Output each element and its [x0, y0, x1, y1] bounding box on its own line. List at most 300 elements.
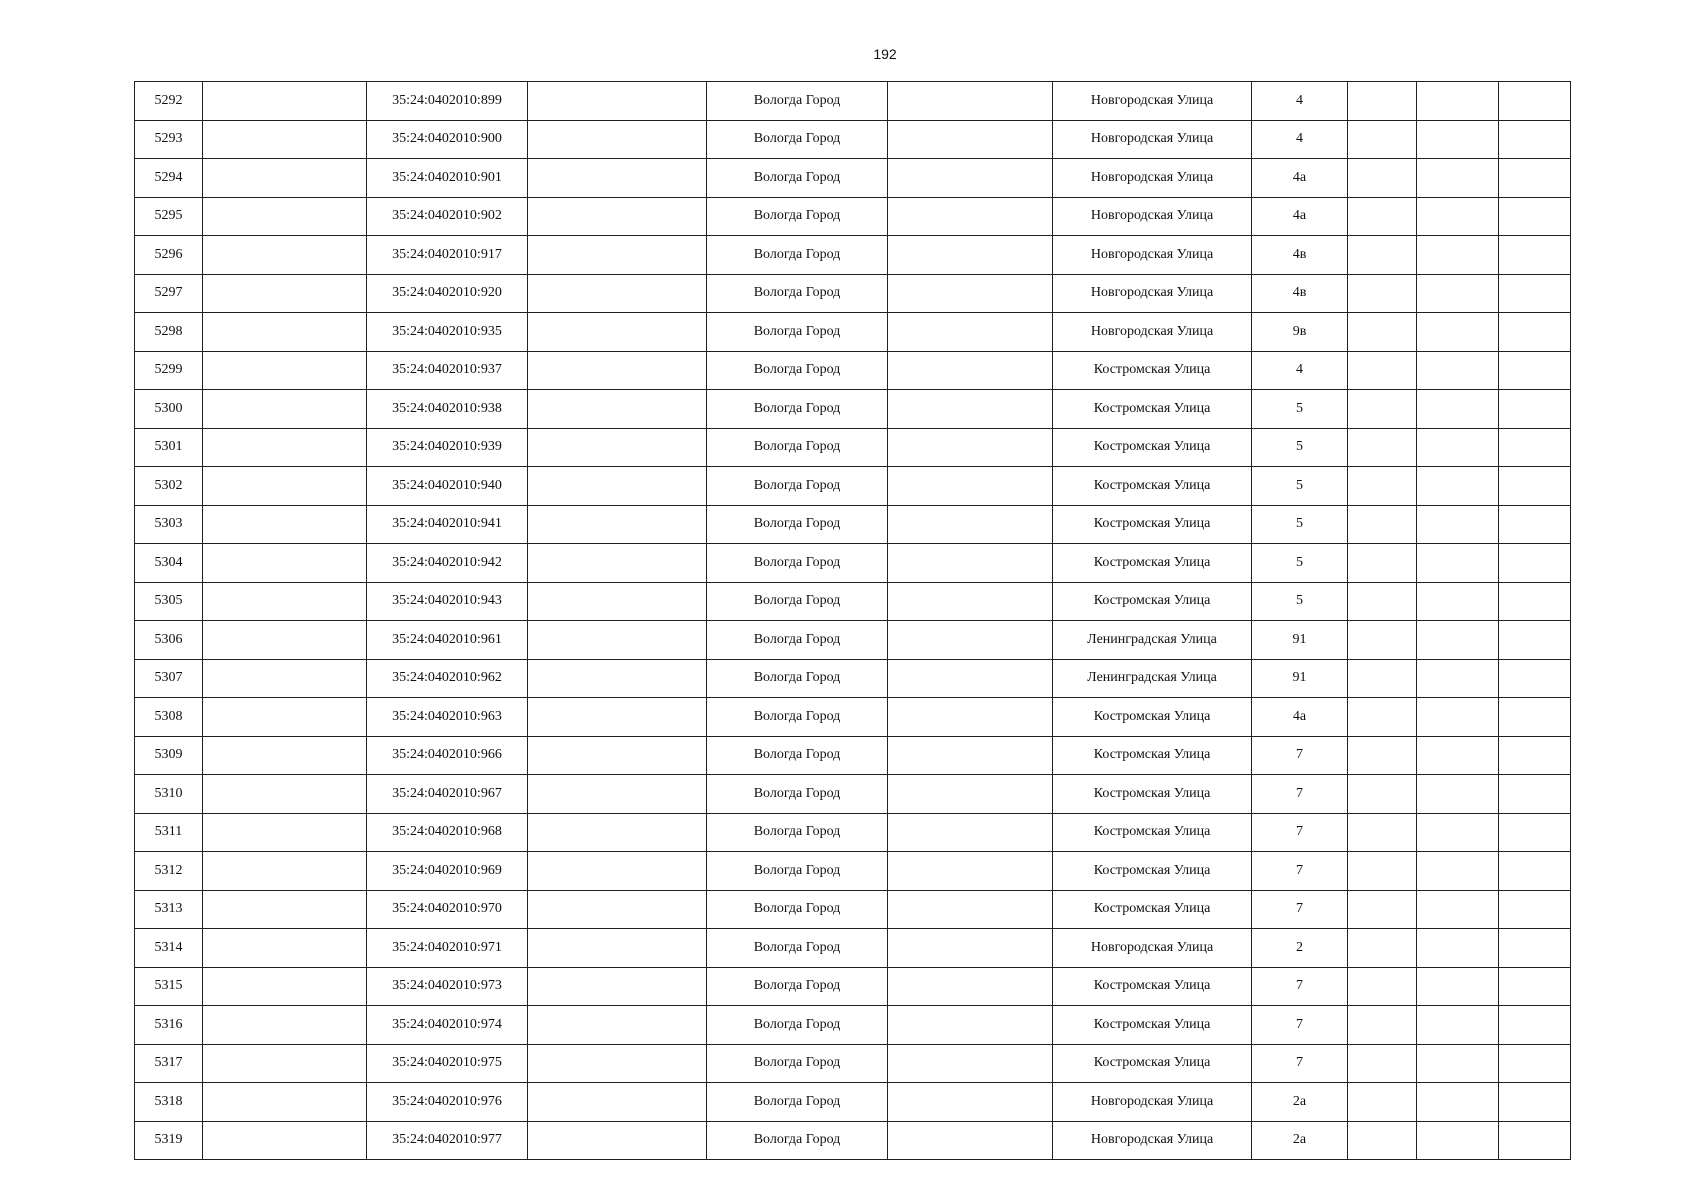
table-row [135, 967, 1571, 1006]
blank-cell-3 [888, 236, 1053, 275]
blank-cell-2 [528, 929, 707, 968]
blank-cell-4 [1348, 775, 1417, 814]
row-number-cell: 5301 [135, 428, 203, 467]
blank-cell-5 [1417, 967, 1499, 1006]
street-cell: Новгородская Улица [1053, 1121, 1252, 1160]
blank-cell-6 [1499, 351, 1571, 390]
street-cell: Костромская Улица [1053, 852, 1252, 891]
house-number-cell: 91 [1252, 659, 1348, 698]
cadastral-number-cell: 35:24:0402010:902 [367, 197, 528, 236]
blank-cell-1 [203, 351, 367, 390]
blank-cell-6 [1499, 467, 1571, 506]
row-number-cell: 5304 [135, 544, 203, 583]
table-row [135, 505, 1571, 544]
blank-cell-5 [1417, 159, 1499, 198]
blank-cell-5 [1417, 698, 1499, 737]
table-row [135, 428, 1571, 467]
blank-cell-6 [1499, 236, 1571, 275]
row-number-cell: 5306 [135, 621, 203, 660]
settlement-cell: Вологда Город [707, 621, 888, 660]
register-table [134, 81, 1571, 1160]
row-number-cell: 5302 [135, 467, 203, 506]
blank-cell-6 [1499, 1121, 1571, 1160]
blank-cell-6 [1499, 890, 1571, 929]
blank-cell-4 [1348, 967, 1417, 1006]
blank-cell-4 [1348, 274, 1417, 313]
blank-cell-5 [1417, 929, 1499, 968]
row-number-cell: 5308 [135, 698, 203, 737]
blank-cell-6 [1499, 274, 1571, 313]
row-number-cell: 5294 [135, 159, 203, 198]
blank-cell-2 [528, 1044, 707, 1083]
blank-cell-6 [1499, 159, 1571, 198]
blank-cell-1 [203, 582, 367, 621]
table-row [135, 890, 1571, 929]
blank-cell-6 [1499, 544, 1571, 583]
cadastral-number-cell: 35:24:0402010:941 [367, 505, 528, 544]
blank-cell-1 [203, 775, 367, 814]
blank-cell-1 [203, 82, 367, 121]
cadastral-number-cell: 35:24:0402010:920 [367, 274, 528, 313]
blank-cell-6 [1499, 582, 1571, 621]
blank-cell-6 [1499, 82, 1571, 121]
settlement-cell: Вологда Город [707, 428, 888, 467]
blank-cell-3 [888, 544, 1053, 583]
cadastral-number-cell: 35:24:0402010:962 [367, 659, 528, 698]
blank-cell-5 [1417, 197, 1499, 236]
settlement-cell: Вологда Город [707, 274, 888, 313]
blank-cell-2 [528, 236, 707, 275]
street-cell: Костромская Улица [1053, 544, 1252, 583]
register-body [135, 82, 1571, 1160]
house-number-cell: 91 [1252, 621, 1348, 660]
blank-cell-6 [1499, 428, 1571, 467]
cadastral-number-cell: 35:24:0402010:967 [367, 775, 528, 814]
blank-cell-5 [1417, 659, 1499, 698]
cadastral-number-cell: 35:24:0402010:968 [367, 813, 528, 852]
blank-cell-5 [1417, 236, 1499, 275]
blank-cell-2 [528, 967, 707, 1006]
settlement-cell: Вологда Город [707, 698, 888, 737]
street-cell: Костромская Улица [1053, 813, 1252, 852]
blank-cell-1 [203, 1083, 367, 1122]
table-row [135, 120, 1571, 159]
settlement-cell: Вологда Город [707, 351, 888, 390]
blank-cell-2 [528, 852, 707, 891]
blank-cell-2 [528, 159, 707, 198]
blank-cell-2 [528, 274, 707, 313]
blank-cell-3 [888, 390, 1053, 429]
table-row [135, 659, 1571, 698]
blank-cell-2 [528, 621, 707, 660]
table-row [135, 1044, 1571, 1083]
blank-cell-3 [888, 659, 1053, 698]
blank-cell-5 [1417, 120, 1499, 159]
blank-cell-4 [1348, 428, 1417, 467]
blank-cell-5 [1417, 1121, 1499, 1160]
street-cell: Новгородская Улица [1053, 236, 1252, 275]
cadastral-number-cell: 35:24:0402010:899 [367, 82, 528, 121]
blank-cell-4 [1348, 1121, 1417, 1160]
cadastral-number-cell: 35:24:0402010:942 [367, 544, 528, 583]
blank-cell-5 [1417, 775, 1499, 814]
house-number-cell: 7 [1252, 1006, 1348, 1045]
settlement-cell: Вологда Город [707, 467, 888, 506]
blank-cell-1 [203, 852, 367, 891]
blank-cell-4 [1348, 813, 1417, 852]
blank-cell-3 [888, 698, 1053, 737]
street-cell: Новгородская Улица [1053, 197, 1252, 236]
settlement-cell: Вологда Город [707, 505, 888, 544]
blank-cell-5 [1417, 82, 1499, 121]
blank-cell-2 [528, 505, 707, 544]
blank-cell-2 [528, 390, 707, 429]
blank-cell-4 [1348, 1044, 1417, 1083]
house-number-cell: 5 [1252, 582, 1348, 621]
blank-cell-4 [1348, 1083, 1417, 1122]
settlement-cell: Вологда Город [707, 313, 888, 352]
row-number-cell: 5305 [135, 582, 203, 621]
house-number-cell: 7 [1252, 813, 1348, 852]
settlement-cell: Вологда Город [707, 390, 888, 429]
blank-cell-3 [888, 197, 1053, 236]
row-number-cell: 5311 [135, 813, 203, 852]
blank-cell-3 [888, 505, 1053, 544]
house-number-cell: 7 [1252, 775, 1348, 814]
settlement-cell: Вологда Город [707, 82, 888, 121]
blank-cell-1 [203, 274, 367, 313]
table-row [135, 1121, 1571, 1160]
row-number-cell: 5313 [135, 890, 203, 929]
cadastral-number-cell: 35:24:0402010:974 [367, 1006, 528, 1045]
blank-cell-1 [203, 929, 367, 968]
settlement-cell: Вологда Город [707, 120, 888, 159]
house-number-cell: 2 [1252, 929, 1348, 968]
house-number-cell: 2а [1252, 1121, 1348, 1160]
street-cell: Новгородская Улица [1053, 274, 1252, 313]
cadastral-number-cell: 35:24:0402010:935 [367, 313, 528, 352]
blank-cell-6 [1499, 775, 1571, 814]
row-number-cell: 5298 [135, 313, 203, 352]
street-cell: Новгородская Улица [1053, 82, 1252, 121]
cadastral-number-cell: 35:24:0402010:939 [367, 428, 528, 467]
row-number-cell: 5300 [135, 390, 203, 429]
blank-cell-2 [528, 351, 707, 390]
blank-cell-4 [1348, 120, 1417, 159]
street-cell: Костромская Улица [1053, 390, 1252, 429]
blank-cell-5 [1417, 1083, 1499, 1122]
table-row [135, 351, 1571, 390]
street-cell: Новгородская Улица [1053, 120, 1252, 159]
blank-cell-2 [528, 1121, 707, 1160]
house-number-cell: 4в [1252, 236, 1348, 275]
street-cell: Костромская Улица [1053, 775, 1252, 814]
blank-cell-5 [1417, 813, 1499, 852]
blank-cell-4 [1348, 852, 1417, 891]
blank-cell-4 [1348, 621, 1417, 660]
row-number-cell: 5318 [135, 1083, 203, 1122]
blank-cell-1 [203, 390, 367, 429]
blank-cell-3 [888, 621, 1053, 660]
blank-cell-3 [888, 775, 1053, 814]
street-cell: Костромская Улица [1053, 736, 1252, 775]
blank-cell-2 [528, 659, 707, 698]
blank-cell-4 [1348, 929, 1417, 968]
blank-cell-3 [888, 351, 1053, 390]
table-row [135, 82, 1571, 121]
blank-cell-5 [1417, 582, 1499, 621]
table-row [135, 313, 1571, 352]
blank-cell-3 [888, 813, 1053, 852]
cadastral-number-cell: 35:24:0402010:917 [367, 236, 528, 275]
blank-cell-4 [1348, 467, 1417, 506]
table-row [135, 274, 1571, 313]
cadastral-number-cell: 35:24:0402010:901 [367, 159, 528, 198]
blank-cell-5 [1417, 890, 1499, 929]
table-row [135, 1006, 1571, 1045]
house-number-cell: 7 [1252, 852, 1348, 891]
blank-cell-3 [888, 120, 1053, 159]
blank-cell-4 [1348, 236, 1417, 275]
blank-cell-6 [1499, 313, 1571, 352]
row-number-cell: 5297 [135, 274, 203, 313]
blank-cell-4 [1348, 390, 1417, 429]
blank-cell-2 [528, 544, 707, 583]
blank-cell-3 [888, 890, 1053, 929]
row-number-cell: 5295 [135, 197, 203, 236]
street-cell: Новгородская Улица [1053, 1083, 1252, 1122]
blank-cell-6 [1499, 813, 1571, 852]
street-cell: Ленинградская Улица [1053, 659, 1252, 698]
settlement-cell: Вологда Город [707, 197, 888, 236]
cadastral-number-cell: 35:24:0402010:973 [367, 967, 528, 1006]
street-cell: Костромская Улица [1053, 890, 1252, 929]
blank-cell-4 [1348, 313, 1417, 352]
blank-cell-3 [888, 467, 1053, 506]
street-cell: Костромская Улица [1053, 582, 1252, 621]
cadastral-number-cell: 35:24:0402010:966 [367, 736, 528, 775]
blank-cell-6 [1499, 390, 1571, 429]
blank-cell-1 [203, 505, 367, 544]
table-row [135, 390, 1571, 429]
blank-cell-4 [1348, 197, 1417, 236]
table-row [135, 621, 1571, 660]
blank-cell-4 [1348, 159, 1417, 198]
row-number-cell: 5292 [135, 82, 203, 121]
cadastral-number-cell: 35:24:0402010:940 [367, 467, 528, 506]
blank-cell-1 [203, 659, 367, 698]
house-number-cell: 4в [1252, 274, 1348, 313]
blank-cell-1 [203, 967, 367, 1006]
blank-cell-5 [1417, 852, 1499, 891]
house-number-cell: 5 [1252, 390, 1348, 429]
cadastral-number-cell: 35:24:0402010:977 [367, 1121, 528, 1160]
table-row [135, 467, 1571, 506]
house-number-cell: 4 [1252, 351, 1348, 390]
blank-cell-6 [1499, 736, 1571, 775]
row-number-cell: 5319 [135, 1121, 203, 1160]
blank-cell-2 [528, 698, 707, 737]
blank-cell-4 [1348, 736, 1417, 775]
blank-cell-6 [1499, 621, 1571, 660]
cadastral-number-cell: 35:24:0402010:937 [367, 351, 528, 390]
settlement-cell: Вологда Город [707, 929, 888, 968]
blank-cell-3 [888, 274, 1053, 313]
table-row [135, 852, 1571, 891]
blank-cell-3 [888, 582, 1053, 621]
table-row [135, 1083, 1571, 1122]
table-row [135, 813, 1571, 852]
blank-cell-4 [1348, 82, 1417, 121]
cadastral-number-cell: 35:24:0402010:969 [367, 852, 528, 891]
street-cell: Новгородская Улица [1053, 929, 1252, 968]
row-number-cell: 5299 [135, 351, 203, 390]
street-cell: Костромская Улица [1053, 351, 1252, 390]
cadastral-number-cell: 35:24:0402010:970 [367, 890, 528, 929]
blank-cell-2 [528, 813, 707, 852]
table-row [135, 582, 1571, 621]
blank-cell-1 [203, 236, 367, 275]
blank-cell-1 [203, 313, 367, 352]
house-number-cell: 4 [1252, 120, 1348, 159]
house-number-cell: 4 [1252, 82, 1348, 121]
blank-cell-4 [1348, 698, 1417, 737]
row-number-cell: 5312 [135, 852, 203, 891]
blank-cell-1 [203, 890, 367, 929]
row-number-cell: 5303 [135, 505, 203, 544]
street-cell: Костромская Улица [1053, 1044, 1252, 1083]
blank-cell-2 [528, 467, 707, 506]
blank-cell-5 [1417, 351, 1499, 390]
street-cell: Костромская Улица [1053, 467, 1252, 506]
house-number-cell: 5 [1252, 544, 1348, 583]
blank-cell-1 [203, 621, 367, 660]
settlement-cell: Вологда Город [707, 159, 888, 198]
blank-cell-5 [1417, 274, 1499, 313]
house-number-cell: 7 [1252, 736, 1348, 775]
blank-cell-2 [528, 82, 707, 121]
blank-cell-3 [888, 159, 1053, 198]
street-cell: Костромская Улица [1053, 428, 1252, 467]
row-number-cell: 5316 [135, 1006, 203, 1045]
row-number-cell: 5309 [135, 736, 203, 775]
blank-cell-5 [1417, 1006, 1499, 1045]
house-number-cell: 7 [1252, 890, 1348, 929]
blank-cell-5 [1417, 1044, 1499, 1083]
blank-cell-1 [203, 467, 367, 506]
blank-cell-6 [1499, 1083, 1571, 1122]
house-number-cell: 5 [1252, 467, 1348, 506]
blank-cell-1 [203, 1044, 367, 1083]
blank-cell-6 [1499, 1006, 1571, 1045]
house-number-cell: 4а [1252, 197, 1348, 236]
blank-cell-5 [1417, 467, 1499, 506]
row-number-cell: 5296 [135, 236, 203, 275]
blank-cell-4 [1348, 582, 1417, 621]
blank-cell-4 [1348, 351, 1417, 390]
settlement-cell: Вологда Город [707, 1121, 888, 1160]
street-cell: Костромская Улица [1053, 967, 1252, 1006]
blank-cell-5 [1417, 390, 1499, 429]
blank-cell-5 [1417, 313, 1499, 352]
settlement-cell: Вологда Город [707, 1044, 888, 1083]
blank-cell-6 [1499, 967, 1571, 1006]
blank-cell-1 [203, 428, 367, 467]
house-number-cell: 4а [1252, 698, 1348, 737]
blank-cell-3 [888, 82, 1053, 121]
settlement-cell: Вологда Город [707, 852, 888, 891]
blank-cell-4 [1348, 659, 1417, 698]
blank-cell-3 [888, 1006, 1053, 1045]
page-number: 192 [873, 46, 897, 62]
blank-cell-3 [888, 967, 1053, 1006]
blank-cell-1 [203, 698, 367, 737]
blank-cell-2 [528, 775, 707, 814]
row-number-cell: 5314 [135, 929, 203, 968]
row-number-cell: 5293 [135, 120, 203, 159]
blank-cell-3 [888, 1083, 1053, 1122]
cadastral-number-cell: 35:24:0402010:938 [367, 390, 528, 429]
blank-cell-6 [1499, 698, 1571, 737]
cadastral-number-cell: 35:24:0402010:900 [367, 120, 528, 159]
street-cell: Новгородская Улица [1053, 159, 1252, 198]
cadastral-number-cell: 35:24:0402010:963 [367, 698, 528, 737]
street-cell: Костромская Улица [1053, 1006, 1252, 1045]
blank-cell-6 [1499, 120, 1571, 159]
blank-cell-1 [203, 197, 367, 236]
row-number-cell: 5315 [135, 967, 203, 1006]
blank-cell-5 [1417, 428, 1499, 467]
settlement-cell: Вологда Город [707, 890, 888, 929]
cadastral-number-cell: 35:24:0402010:943 [367, 582, 528, 621]
blank-cell-5 [1417, 736, 1499, 775]
settlement-cell: Вологда Город [707, 967, 888, 1006]
blank-cell-6 [1499, 197, 1571, 236]
blank-cell-6 [1499, 1044, 1571, 1083]
blank-cell-2 [528, 197, 707, 236]
blank-cell-4 [1348, 890, 1417, 929]
settlement-cell: Вологда Город [707, 544, 888, 583]
blank-cell-2 [528, 890, 707, 929]
settlement-cell: Вологда Город [707, 582, 888, 621]
blank-cell-5 [1417, 544, 1499, 583]
settlement-cell: Вологда Город [707, 1006, 888, 1045]
blank-cell-1 [203, 159, 367, 198]
blank-cell-2 [528, 1006, 707, 1045]
settlement-cell: Вологда Город [707, 236, 888, 275]
blank-cell-3 [888, 313, 1053, 352]
street-cell: Костромская Улица [1053, 505, 1252, 544]
blank-cell-6 [1499, 659, 1571, 698]
blank-cell-4 [1348, 505, 1417, 544]
blank-cell-2 [528, 428, 707, 467]
blank-cell-6 [1499, 929, 1571, 968]
table-row [135, 544, 1571, 583]
house-number-cell: 9в [1252, 313, 1348, 352]
house-number-cell: 7 [1252, 1044, 1348, 1083]
blank-cell-6 [1499, 505, 1571, 544]
street-cell: Костромская Улица [1053, 698, 1252, 737]
house-number-cell: 5 [1252, 428, 1348, 467]
settlement-cell: Вологда Город [707, 736, 888, 775]
blank-cell-4 [1348, 544, 1417, 583]
blank-cell-1 [203, 1006, 367, 1045]
cadastral-number-cell: 35:24:0402010:975 [367, 1044, 528, 1083]
table-row [135, 698, 1571, 737]
street-cell: Новгородская Улица [1053, 313, 1252, 352]
table-row [135, 775, 1571, 814]
house-number-cell: 5 [1252, 505, 1348, 544]
